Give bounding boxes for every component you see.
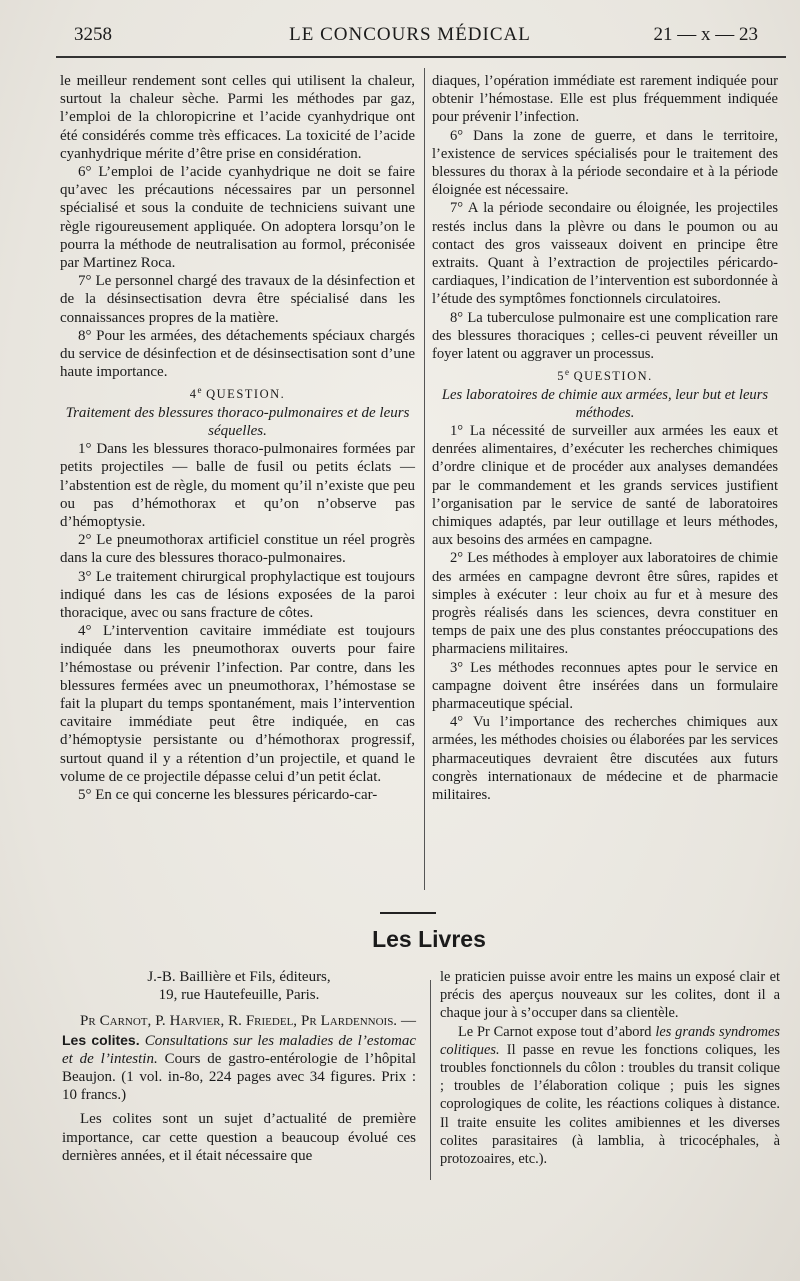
book-entry: Pr Carnot, P. Harvier, R. Friedel, Pr Lardennois. — Les colites. Consultations sur les maladies de l’estomac et de l’intestin. Cours de gastro-entérologie de l’hôpital Beaujon. (1 vol. in-8o, 224 pages avec 34 figures. Prix : 10 francs.) <box>62 1013 416 1104</box>
paragraph: 6° L’emploi de l’acide cyanhydrique ne doit se faire qu’avec les précautions nécessaires par un personnel spécialisé et sous la conduite de techniciens suivant une règle rigoureusement appliquée. On adoptera lorsqu’on le pourra la méthode de neutralisation au formol, préconisée par Martinez Roca. <box>60 164 415 272</box>
right-column <box>432 72 778 804</box>
paragraph: le meilleur rendement sont celles qui utilisent la chaleur, surtout la chaleur sèche. Parmi les méthodes par gaz, l’emploi de la chloropicrine et l’acide cyanhydrique ont été considérés comme très efficaces. La toxicité de l’acide cyanhydrique mérite d’être prise en considération. <box>60 73 415 162</box>
paragraph: 7° Le personnel chargé des travaux de la désinfection et de la désinsectisation devra être spécialisé dans les connaissances propres de la matière. <box>60 273 415 326</box>
question-heading: 5e QUESTION. <box>557 367 653 384</box>
paragraph: 1° Dans les blessures thoraco-pulmonaires formées par petits projectiles — balle de fusil ou petits éclats — l’abstention est de règle, du moment qu’il n’existe que peu ou pas d’hémothorax et qu’on n’observe pas d’hémoptysie. <box>60 441 415 531</box>
paragraph: 6° Dans la zone de guerre, et dans le territoire, l’existence de services spécialisés pour le traitement des blessures du thorax à la période secondaire et à la période éloignée est nécessaire. <box>432 127 778 199</box>
paragraph: 3° Les méthodes reconnues aptes pour le service en campagne doivent être insérées dans un formulaire pharmaceutique spécial. <box>432 659 778 713</box>
books-right-column <box>440 968 780 1168</box>
paragraph: diaques, l’opération immédiate est rarement indiquée pour obtenir l’hémostase. Elle est plus fréquemment indiquée pour prévenir l’infection. <box>432 73 778 126</box>
paragraph: 4° Vu l’importance des recherches chimiques aux armées, les méthodes choisies ou élaborées par les services pharmaceutiques devraient être discutées aux futurs congrès internationaux de médecine et de pharmacie militaires. <box>432 714 778 804</box>
book-title: Les colites. <box>62 1031 140 1048</box>
section-title: Les Livres <box>372 926 486 952</box>
header-rule <box>56 56 786 58</box>
book-subtitle: Consultations sur les maladies de l’estomac et de l’intestin. <box>62 1032 416 1067</box>
paragraph: 2° Les méthodes à employer aux laboratoires de chimie des armées en campagne devront être sûres, rapides et simples à exécuter : leur choix au fur et à mesure des progrès réalisés dans les sciences, devra constituer en temps de paix une des plus constantes préoccupations des pharmaciens militaires. <box>432 550 778 658</box>
left-column <box>60 72 415 804</box>
question-title: Traitement des blessures thoraco-pulmonaires et de leurs séquelles. <box>65 404 410 440</box>
paragraph: 8° La tuberculose pulmonaire est une complication rare des blessures thoraciques ; celles-ci peuvent réveiller un foyer latent ou aggraver un processus. <box>432 309 778 363</box>
publisher-line: J.-B. Baillière et Fils, éditeurs, <box>147 969 331 985</box>
journal-title: LE CONCOURS MÉDICAL <box>289 24 531 45</box>
column-divider <box>424 68 425 890</box>
page-number: 3258 <box>74 24 112 45</box>
question-title: Les laboratoires de chimie aux armées, leur but et leurs méthodes. <box>441 386 769 421</box>
paragraph: 5° En ce qui concerne les blessures péricardo-car- <box>78 787 378 804</box>
page-header <box>60 24 760 48</box>
paragraph: 3° Le traitement chirurgical prophylactique est toujours indiqué dans les cas de lésions exposées de la paroi thoracique, avec ou sans fracture de côtes. <box>60 568 415 622</box>
column-divider <box>430 980 431 1180</box>
paragraph: Le Pr Carnot expose tout d’abord les grands syndromes colitiques. Il passe en revue les fonctions coliques, les troubles fonctionnels du côlon : troubles du transit colique ; troubles de l’élaboration colique ; puis les signes coprologiques de colite, les réactions coliques à distance. Il traite ensuite les colites amibiennes et les diverses colites parasitaires (à lamblia, à tricocéphales, à protozoaires, etc.). <box>440 1023 781 1168</box>
paragraph: 8° Pour les armées, des détachements spéciaux chargés du service de désinfection et de désinsectisation sont d’une haute importance. <box>60 327 415 381</box>
section-rule <box>380 912 436 914</box>
paragraph: Les colites sont un sujet d’actualité de première importance, car cette question a beaucoup évolué ces dernières années, et il était nécessaire que <box>62 1111 416 1164</box>
question-heading: 4e QUESTION. <box>189 385 286 402</box>
paragraph: 7° A la période secondaire ou éloignée, les projectiles restés inclus dans la plèvre ou dans le poumon ou au contact des gros vaisseaux doivent en principe être extraits. Quant à l’extraction de projectiles péricardo-cardiaques, l’indication de l’intervention est subordonnée à l’étude des symptômes fonctionnels circulatoires. <box>432 200 778 308</box>
book-details: Cours de gastro-entérologie de l’hôpital Beaujon. (1 vol. in-8o, 224 pages avec 34 figures. Prix : 10 francs.) <box>62 1050 416 1104</box>
books-left-column <box>62 968 416 1165</box>
paragraph: 4° L’intervention cavitaire immédiate est toujours indiquée dans les pneumothorax ouverts pour faire l’hémostase ou prévenir l’infection. Par contre, dans les blessures fermées avec un pneumothorax, l’hémostase se fait la plupart du temps spontanément, mais l’intervention cavitaire immédiate peut être indiquée, en cas d’hémoptysie persistante ou d’hémothorax progressif, surtout quand il y a rétention d’un projectile, et quand le volume de ce projectile dépasse celui d’un petit éclat. <box>60 623 415 785</box>
paragraph: le praticien puisse avoir entre les mains un exposé clair et précis des aperçus nouveaux sur les colites, dont il a chaque jour à s’occuper dans sa clientèle. <box>440 969 780 1022</box>
publisher-address: 19, rue Hautefeuille, Paris. <box>158 987 320 1004</box>
issue-date: 21 — x — 23 <box>653 24 758 45</box>
paragraph: 2° Le pneumothorax artificiel constitue un réel progrès dans la cure des blessures thoraco-pulmonaires. <box>60 532 415 567</box>
paragraph: 1° La nécessité de surveiller aux armées les eaux et denrées alimentaires, d’exécuter les recherches chimiques d’ordre clinique et de procéder aux analyses demandées par le commandement et les grands services justifient l’organisation par le service de santé de laboratoires chimiques adaptés, par leur outillage et leurs méthodes, aux besoins des armées en campagne. <box>432 423 778 549</box>
book-authors: Pr Carnot, P. Harvier, R. Friedel, Pr Lardennois. <box>80 1013 398 1030</box>
